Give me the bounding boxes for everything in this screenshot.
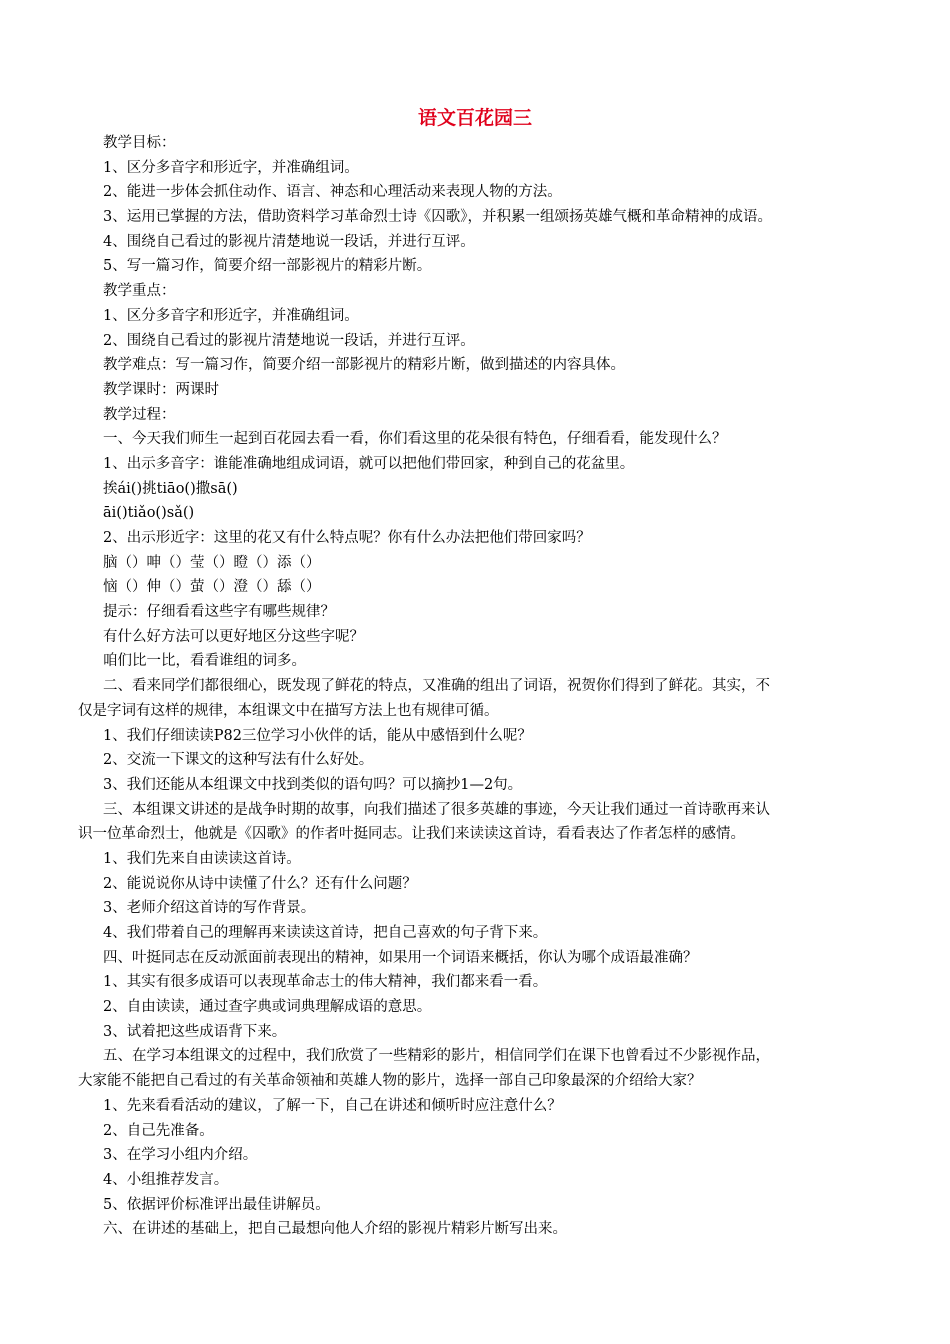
paragraph-line: 大家能不能把自己看过的有关革命领袖和英雄人物的影片，选择一部自己印象最深的介绍给大家？ bbox=[78, 1073, 702, 1090]
text-line: 1、先来看看活动的建议，了解一下，自己在讲述和倾听时应注意什么？ bbox=[103, 1097, 562, 1114]
text-line: 1、我们仔细读读P82三位学习小伙伴的话，能从中感悟到什么呢？ bbox=[103, 727, 532, 744]
text-line: 脑（）呻（）莹（）瞪（）添（） bbox=[103, 554, 321, 571]
text-line: 1、其实有很多成语可以表现革命志士的伟大精神，我们都来看一看。 bbox=[103, 974, 548, 991]
text-line: 2、交流一下课文的这种写法有什么好处。 bbox=[103, 752, 374, 769]
text-line: 3、我们还能从本组课文中找到类似的语句吗？可以摘抄1—2句。 bbox=[103, 776, 523, 793]
text-line: 3、在学习小组内介绍。 bbox=[103, 1147, 258, 1164]
text-line: 4、围绕自己看过的影视片清楚地说一段话，并进行互评。 bbox=[103, 233, 475, 250]
text-line: 一、今天我们师生一起到百花园去看一看，你们看这里的花朵很有特色，仔细看看，能发现什么？ bbox=[103, 431, 727, 448]
text-line: 咱们比一比，看看谁组的词多。 bbox=[103, 653, 306, 670]
text-line: 教学难点：写一篇习作，简要介绍一部影视片的精彩片断，做到描述的内容具体。 bbox=[103, 357, 625, 374]
text-line: 教学课时：两课时 bbox=[103, 381, 219, 398]
paragraph-line: 识一位革命烈士，他就是《囚歌》的作者叶挺同志。让我们来读读这首诗，看看表达了作者怎样的感情。 bbox=[78, 826, 745, 843]
text-line: 2、出示形近字：这里的花又有什么特点呢？你有什么办法把他们带回家吗？ bbox=[103, 530, 591, 546]
text-line: 2、能进一步体会抓住动作、语言、神态和心理活动来表现人物的方法。 bbox=[103, 184, 562, 201]
text-line: 教学目标： bbox=[103, 135, 176, 151]
paragraph-line: 三、本组课文讲述的是战争时期的故事，向我们描述了很多英雄的事迹，今天让我们通过一首诗歌再来认 bbox=[103, 801, 770, 818]
text-line: 3、试着把这些成语背下来。 bbox=[103, 1023, 287, 1040]
text-line: 提示：仔细看看这些字有哪些规律？ bbox=[103, 604, 335, 621]
text-line: 2、能说说你从诗中读懂了什么？还有什么问题？ bbox=[103, 875, 417, 892]
text-line: 5、依据评价标准评出最佳讲解员。 bbox=[103, 1196, 330, 1213]
paragraph-line: 五、在学习本组课文的过程中，我们欣赏了一些精彩的影片，相信同学们在课下也曾看过不少影视作品， bbox=[103, 1048, 770, 1065]
text-line: 1、我们先来自由读读这首诗。 bbox=[103, 850, 301, 867]
text-line: 2、围绕自己看过的影视片清楚地说一段话，并进行互评。 bbox=[103, 332, 475, 349]
text-line: āi()tiǎo()sǎ() bbox=[103, 505, 195, 522]
text-line: 4、小组推荐发言。 bbox=[103, 1171, 229, 1188]
text-line: 1、区分多音字和形近字，并准确组词。 bbox=[103, 159, 359, 176]
text-line: 1、区分多音字和形近字，并准确组词。 bbox=[103, 307, 359, 324]
text-line: 5、写一篇习作，简要介绍一部影视片的精彩片断。 bbox=[103, 258, 432, 275]
text-line: 2、自由读读，通过查字典或词典理解成语的意思。 bbox=[103, 999, 432, 1016]
text-line: 3、老师介绍这首诗的写作背景。 bbox=[103, 900, 316, 917]
document-body bbox=[78, 131, 883, 1242]
text-line: 1、出示多音字：谁能准确地组成词语，就可以把他们带回家，种到自己的花盆里。 bbox=[103, 455, 635, 472]
text-line: 4、我们带着自己的理解再来读读这首诗，把自己喜欢的句子背下来。 bbox=[103, 925, 548, 941]
paragraph-line: 仅是字词有这样的规律，本组课文中在描写方法上也有规律可循。 bbox=[78, 702, 499, 719]
text-line: 3、运用已掌握的方法，借助资料学习革命烈士诗《囚歌》，并积累一组颂扬英雄气概和革命精神的成语。 bbox=[103, 209, 772, 226]
text-line: 有什么好方法可以更好地区分这些字呢？ bbox=[103, 628, 364, 645]
text-line: 恼（）伸（）萤（）澄（）舔（） bbox=[103, 579, 321, 596]
text-line: 2、自己先准备。 bbox=[103, 1122, 214, 1139]
text-line: 挨ái()挑tiāo()撒sā() bbox=[103, 480, 238, 497]
text-line: 六、在讲述的基础上，把自己最想向他人介绍的影视片精彩片断写出来。 bbox=[103, 1221, 567, 1238]
text-line: 四、叶挺同志在反动派面前表现出的精神，如果用一个词语来概括，你认为哪个成语最准确？ bbox=[103, 949, 698, 966]
text-line: 教学过程： bbox=[103, 406, 176, 423]
paragraph-line: 二、看来同学们都很细心，既发现了鲜花的特点，又准确的组出了词语，祝贺你们得到了鲜花。其实，不 bbox=[103, 678, 770, 695]
text-line: 教学重点： bbox=[103, 283, 176, 300]
document-title: 语文百花园三 bbox=[417, 107, 532, 129]
